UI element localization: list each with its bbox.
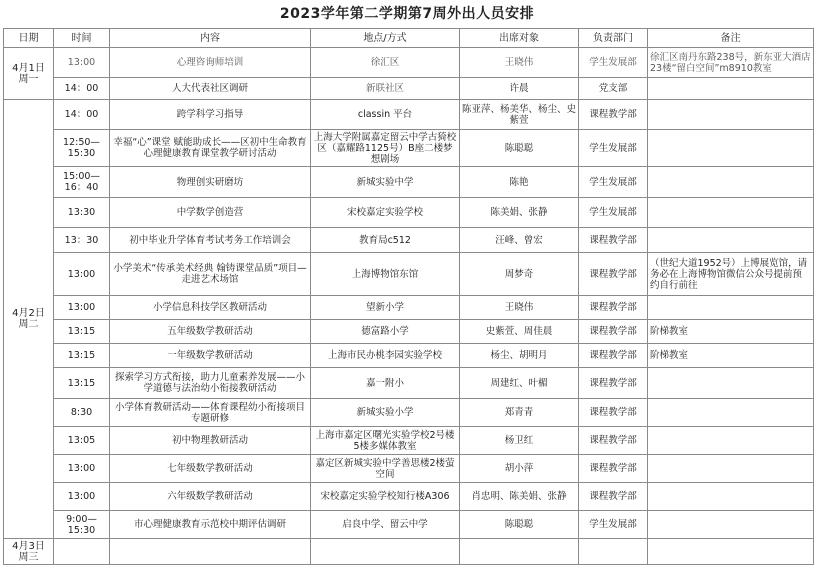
dept-cell — [579, 539, 648, 565]
weekday-label: 周三 — [18, 551, 39, 563]
header-dept: 负责部门 — [579, 29, 648, 48]
content-cell: 五年级数学教研活动 — [110, 320, 311, 344]
note-cell — [648, 228, 814, 253]
place-cell: 嘉定区新城实验中学善思楼2楼萤空间 — [311, 455, 460, 483]
dept-cell: 课程教学部 — [579, 344, 648, 368]
dept-cell: 课程教学部 — [579, 483, 648, 511]
date-cell — [4, 539, 54, 565]
header-time: 时间 — [54, 29, 110, 48]
content-cell: 物理创实研磨坊 — [110, 167, 311, 198]
place-cell: classin 平台 — [311, 100, 460, 130]
note-cell — [648, 100, 814, 130]
attendee-cell: 陈美娟、张静 — [460, 198, 579, 228]
place-cell: 教育局c512 — [311, 228, 460, 253]
dept-cell: 课程教学部 — [579, 427, 648, 455]
time-cell: 14：00 — [54, 100, 110, 130]
attendee-cell: 陈亚萍、杨美华、杨尘、史紫萱 — [460, 100, 579, 130]
content-cell: 跨学科学习指导 — [110, 100, 311, 130]
note-cell — [648, 296, 814, 320]
table-row — [4, 78, 814, 100]
attendee-cell: 陈艳 — [460, 167, 579, 198]
attendee-cell: 许晨 — [460, 78, 579, 100]
content-cell: 初中毕业升学体育考试考务工作培训会 — [110, 228, 311, 253]
attendee-cell: 杨卫红 — [460, 427, 579, 455]
time-cell: 13:00 — [54, 455, 110, 483]
attendee-cell: 史紫萱、周佳晨 — [460, 320, 579, 344]
date-cell — [4, 100, 54, 539]
time-cell — [54, 539, 110, 565]
dept-cell: 课程教学部 — [579, 296, 648, 320]
content-cell: 心理咨询师培训 — [110, 48, 311, 78]
content-cell: 中学数学创造营 — [110, 198, 311, 228]
note-cell — [648, 539, 814, 565]
content-cell: 一年级数学教研活动 — [110, 344, 311, 368]
attendee-cell: 汪峰、曾宏 — [460, 228, 579, 253]
weekday-label: 周一 — [18, 73, 39, 85]
note-cell: 阶梯教室 — [648, 344, 814, 368]
date-label: 4月3日 — [12, 540, 45, 552]
table-row — [4, 130, 814, 167]
attendee-cell: 郑青青 — [460, 399, 579, 427]
place-cell: 徐汇区 — [311, 48, 460, 78]
place-cell: 新城实验小学 — [311, 399, 460, 427]
content-cell: 人大代表社区调研 — [110, 78, 311, 100]
note-cell — [648, 399, 814, 427]
header-note: 备注 — [648, 29, 814, 48]
time-cell: 13：30 — [54, 228, 110, 253]
note-cell — [648, 427, 814, 455]
date-label: 4月2日 — [12, 308, 45, 319]
attendee-cell: 周建红、叶楣 — [460, 368, 579, 399]
table-header-row — [4, 29, 814, 48]
header-content: 内容 — [110, 29, 311, 48]
dept-cell: 学生发展部 — [579, 48, 648, 78]
table-row — [4, 320, 814, 344]
place-cell: 新联社区 — [311, 78, 460, 100]
attendee-cell: 周梦奇 — [460, 253, 579, 296]
note-cell — [648, 483, 814, 511]
table-row — [4, 167, 814, 198]
place-cell: 新城实验中学 — [311, 167, 460, 198]
time-cell: 14：00 — [54, 78, 110, 100]
note-cell — [648, 78, 814, 100]
attendee-cell: 肖忠明、陈美娟、张静 — [460, 483, 579, 511]
content-cell — [110, 539, 311, 565]
date-cell — [4, 48, 54, 100]
schedule-table — [3, 28, 814, 565]
place-cell: 望新小学 — [311, 296, 460, 320]
dept-cell: 课程教学部 — [579, 320, 648, 344]
note-cell: 徐汇区南丹东路238号，新东亚大酒店23楼“留白空间”m8910教室 — [648, 48, 814, 78]
time-cell: 13:00 — [54, 483, 110, 511]
note-cell — [648, 511, 814, 539]
table-row — [4, 48, 814, 78]
place-cell: 宋校嘉定实验学校知行楼A306 — [311, 483, 460, 511]
table-row — [4, 253, 814, 296]
table-row — [4, 228, 814, 253]
dept-cell: 课程教学部 — [579, 100, 648, 130]
note-cell: （世纪大道1952号）上博展览馆，请务必在上海博物馆微信公众号提前预约自行前往 — [648, 253, 814, 296]
time-cell: 13:15 — [54, 320, 110, 344]
table-row — [4, 483, 814, 511]
header-attendee: 出席对象 — [460, 29, 579, 48]
content-cell: 小学美术“传承美术经典 翰铸课堂品质”项目—走进艺术场馆 — [110, 253, 311, 296]
time-cell: 15:00—16：40 — [54, 167, 110, 198]
table-row — [4, 511, 814, 539]
dept-cell: 学生发展部 — [579, 511, 648, 539]
dept-cell: 学生发展部 — [579, 167, 648, 198]
weekday-label: 周二 — [18, 319, 39, 330]
content-cell: 幸福“心”课堂 赋能助成长——区初中生命教育心理健康教育课堂教学研讨活动 — [110, 130, 311, 167]
content-cell: 六年级数学教研活动 — [110, 483, 311, 511]
time-cell: 13:30 — [54, 198, 110, 228]
dept-cell: 课程教学部 — [579, 455, 648, 483]
note-cell — [648, 198, 814, 228]
dept-cell: 课程教学部 — [579, 368, 648, 399]
table-row — [4, 100, 814, 130]
table-row — [4, 427, 814, 455]
place-cell: 上海市民办桃李园实验学校 — [311, 344, 460, 368]
table-row — [4, 344, 814, 368]
content-cell: 小学体育教研活动——体育课程幼小衔接项目专题研修 — [110, 399, 311, 427]
place-cell: 宋校嘉定实验学校 — [311, 198, 460, 228]
dept-cell: 课程教学部 — [579, 399, 648, 427]
table-row — [4, 368, 814, 399]
time-cell: 13:00 — [54, 48, 110, 78]
table-row — [4, 539, 814, 565]
header-date: 日期 — [4, 29, 54, 48]
place-cell: 德富路小学 — [311, 320, 460, 344]
place-cell: 启良中学、留云中学 — [311, 511, 460, 539]
table-row — [4, 399, 814, 427]
attendee-cell: 杨尘、胡明月 — [460, 344, 579, 368]
attendee-cell: 王晓伟 — [460, 48, 579, 78]
time-cell: 9:00—15:30 — [54, 511, 110, 539]
time-cell: 13:15 — [54, 344, 110, 368]
page-title: 2023学年第二学期第7周外出人员安排 — [279, 6, 535, 22]
time-cell: 12:50—15:30 — [54, 130, 110, 167]
attendee-cell — [460, 539, 579, 565]
attendee-cell: 陈聪聪 — [460, 130, 579, 167]
note-cell — [648, 368, 814, 399]
place-cell: 上海大学附属嘉定留云中学古猗校区（嘉耀路1125号）B座二楼梦想剧场 — [311, 130, 460, 167]
dept-cell: 学生发展部 — [579, 130, 648, 167]
time-cell: 8:30 — [54, 399, 110, 427]
time-cell: 13:15 — [54, 368, 110, 399]
place-cell — [311, 539, 460, 565]
attendee-cell: 王晓伟 — [460, 296, 579, 320]
table-row — [4, 296, 814, 320]
note-cell — [648, 455, 814, 483]
note-cell — [648, 130, 814, 167]
place-cell: 上海博物馆东馆 — [311, 253, 460, 296]
time-cell: 13:00 — [54, 253, 110, 296]
header-place: 地点/方式 — [311, 29, 460, 48]
date-label: 4月1日 — [12, 62, 45, 74]
content-cell: 初中物理教研活动 — [110, 427, 311, 455]
time-cell: 13:00 — [54, 296, 110, 320]
place-cell: 上海市嘉定区曙光实验学校2号楼5楼多媒体教室 — [311, 427, 460, 455]
dept-cell: 课程教学部 — [579, 228, 648, 253]
note-cell — [648, 167, 814, 198]
attendee-cell: 陈聪聪 — [460, 511, 579, 539]
attendee-cell: 胡小萍 — [460, 455, 579, 483]
note-cell: 阶梯教室 — [648, 320, 814, 344]
place-cell: 嘉一附小 — [311, 368, 460, 399]
table-row — [4, 198, 814, 228]
content-cell: 小学信息科技学区教研活动 — [110, 296, 311, 320]
dept-cell: 课程教学部 — [579, 253, 648, 296]
dept-cell: 学生发展部 — [579, 198, 648, 228]
time-cell: 13:05 — [54, 427, 110, 455]
content-cell: 市心理健康教育示范校中期评估调研 — [110, 511, 311, 539]
content-cell: 探索学习方式衔接，助力儿童素养发展——小学道德与法治幼小衔接教研活动 — [110, 368, 311, 399]
content-cell: 七年级数学教研活动 — [110, 455, 311, 483]
dept-cell: 党支部 — [579, 78, 648, 100]
table-row — [4, 455, 814, 483]
